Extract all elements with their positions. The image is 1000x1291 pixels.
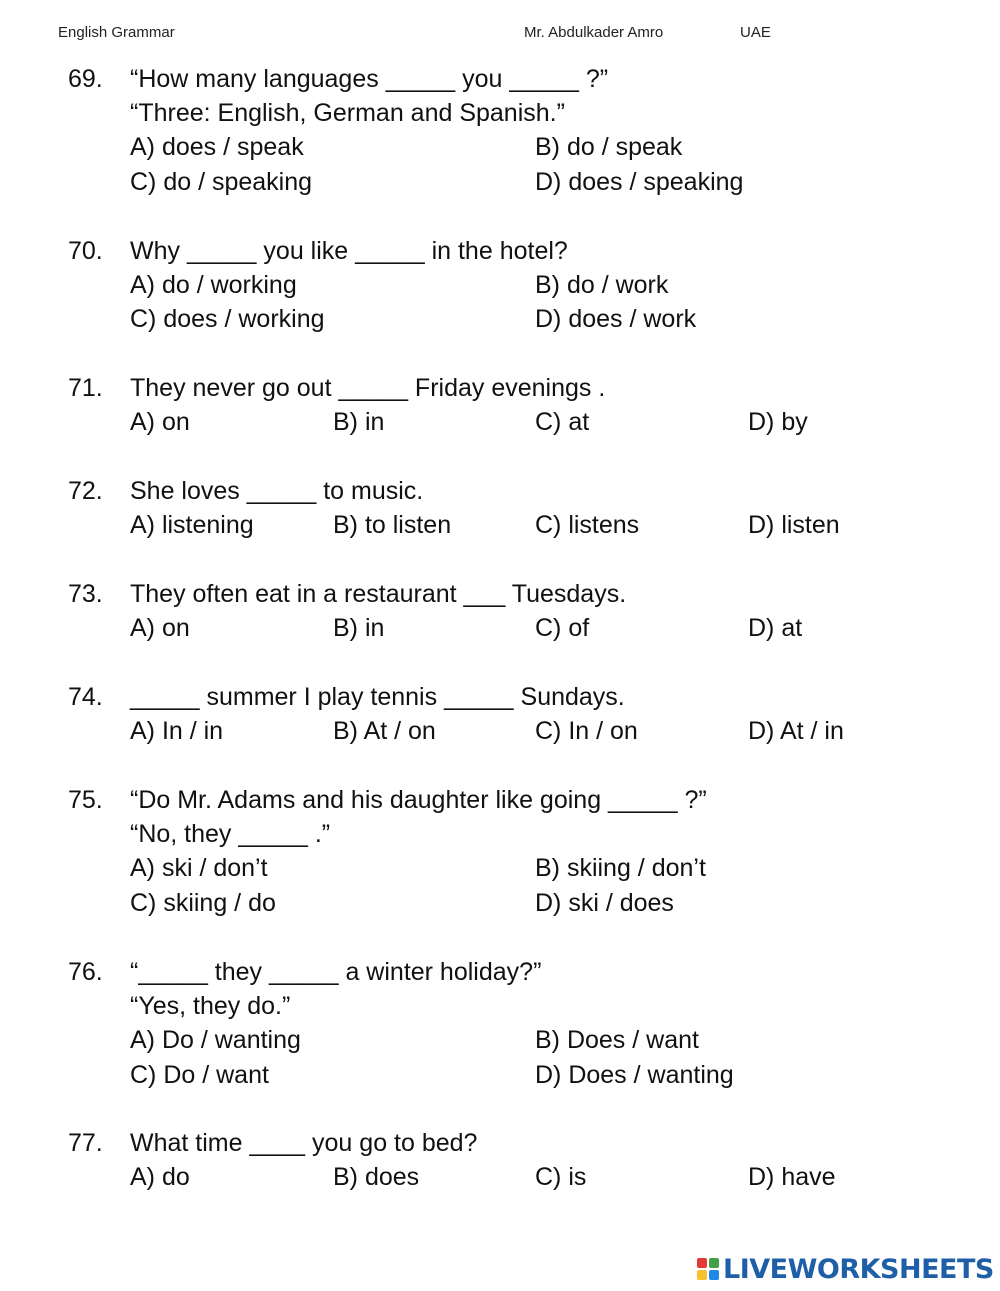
option-c[interactable]: C) does / working (130, 305, 325, 333)
header-country: UAE (740, 24, 771, 41)
option-b[interactable]: B) skiing / don’t (535, 854, 706, 882)
question-number: 72. (68, 477, 103, 505)
option-c[interactable]: C) do / speaking (130, 168, 313, 196)
question-text: She loves _____ to music. (130, 477, 424, 505)
option-d[interactable]: D) by (748, 408, 808, 436)
liveworksheets-logo (697, 1253, 994, 1285)
question-number: 70. (68, 237, 103, 265)
option-a[interactable]: A) listening (130, 511, 254, 539)
option-a[interactable]: A) ski / don’t (130, 854, 268, 882)
option-d[interactable]: D) does / speaking (535, 168, 744, 196)
option-a[interactable]: A) In / in (130, 717, 224, 745)
question-text-line-2: “Yes, they do.” (130, 992, 291, 1020)
option-a[interactable]: A) Do / wanting (130, 1026, 301, 1054)
option-d[interactable]: D) Does / wanting (535, 1061, 734, 1089)
option-a[interactable]: A) on (130, 408, 190, 436)
question-text-line-2: “No, they _____ .” (130, 820, 331, 848)
option-b[interactable]: B) do / speak (535, 133, 683, 161)
question-number: 73. (68, 580, 103, 608)
question-text: “How many languages _____ you _____ ?” (130, 65, 609, 93)
logo-square-yellow (697, 1270, 707, 1280)
header-teacher: Mr. Abdulkader Amro (524, 24, 664, 41)
question-text: They often eat in a restaurant ___ Tuesdays. (130, 580, 627, 608)
option-c[interactable]: C) at (535, 408, 590, 436)
option-d[interactable]: D) have (748, 1163, 836, 1191)
option-d[interactable]: D) ski / does (535, 889, 674, 917)
question-text: “_____ they _____ a winter holiday?” (130, 958, 542, 986)
logo-text: LIVEWORKSHEETS (723, 1253, 994, 1285)
question-text: _____ summer I play tennis _____ Sundays. (130, 683, 625, 711)
option-c[interactable]: C) Do / want (130, 1061, 269, 1089)
logo-square-blue (709, 1270, 719, 1280)
option-c[interactable]: C) listens (535, 511, 640, 539)
question-number: 69. (68, 65, 103, 93)
logo-square-red (697, 1258, 707, 1268)
option-c[interactable]: C) skiing / do (130, 889, 276, 917)
option-b[interactable]: B) in (333, 408, 385, 436)
question-number: 77. (68, 1129, 103, 1157)
option-c[interactable]: C) is (535, 1163, 587, 1191)
logo-square-green (709, 1258, 719, 1268)
liveworksheets-logo-icon (697, 1258, 719, 1280)
question-number: 75. (68, 786, 103, 814)
option-d[interactable]: D) listen (748, 511, 840, 539)
option-a[interactable]: A) does / speak (130, 133, 304, 161)
option-a[interactable]: A) do (130, 1163, 190, 1191)
question-number: 74. (68, 683, 103, 711)
option-b[interactable]: B) At / on (333, 717, 436, 745)
question-text: What time ____ you go to bed? (130, 1129, 478, 1157)
question-text: They never go out _____ Friday evenings . (130, 374, 606, 402)
option-a[interactable]: A) do / working (130, 271, 297, 299)
option-b[interactable]: B) in (333, 614, 385, 642)
header-subject: English Grammar (58, 24, 175, 41)
option-d[interactable]: D) At / in (748, 717, 844, 745)
option-b[interactable]: B) does (333, 1163, 420, 1191)
question-number: 71. (68, 374, 103, 402)
option-c[interactable]: C) In / on (535, 717, 638, 745)
question-text: Why _____ you like _____ in the hotel? (130, 237, 568, 265)
question-text-line-2: “Three: English, German and Spanish.” (130, 99, 565, 127)
option-b[interactable]: B) Does / want (535, 1026, 699, 1054)
option-c[interactable]: C) of (535, 614, 590, 642)
option-d[interactable]: D) does / work (535, 305, 697, 333)
option-b[interactable]: B) to listen (333, 511, 452, 539)
option-d[interactable]: D) at (748, 614, 803, 642)
option-b[interactable]: B) do / work (535, 271, 669, 299)
question-text: “Do Mr. Adams and his daughter like going _____ ?” (130, 786, 707, 814)
option-a[interactable]: A) on (130, 614, 190, 642)
question-number: 76. (68, 958, 103, 986)
